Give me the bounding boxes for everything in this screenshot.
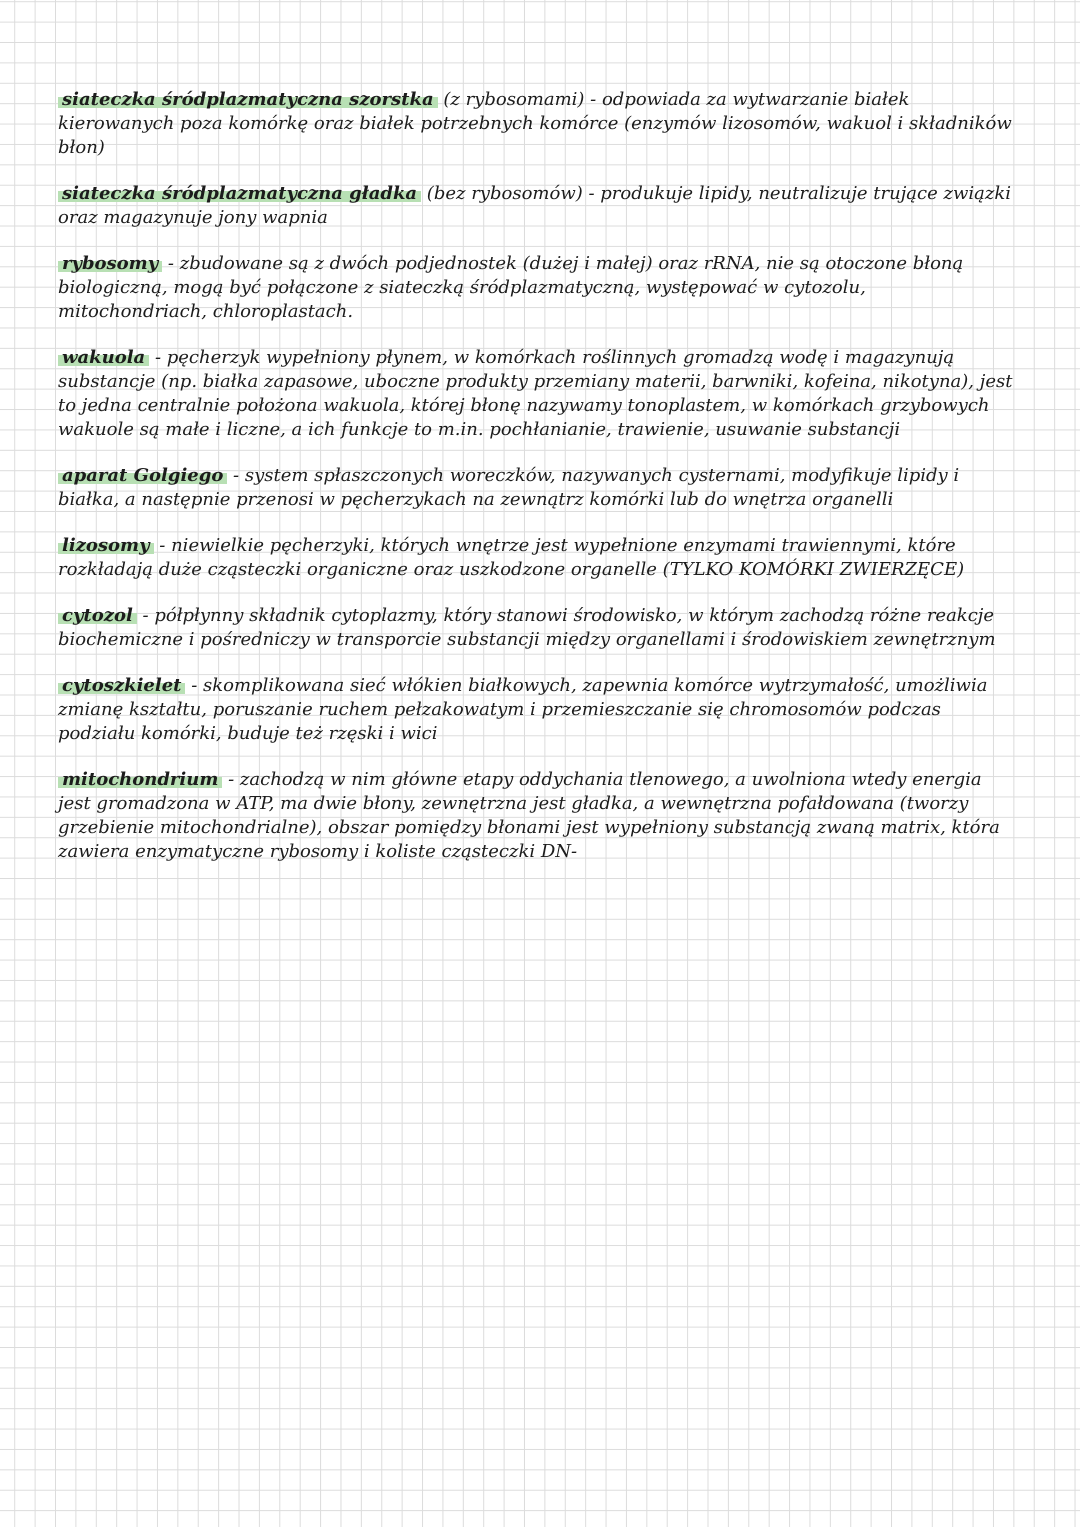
note-cytoskeleton [58,674,1018,746]
note-lysosomes [58,534,1018,582]
definition-lysosomes: - niewielkie pęcherzyki, których wnętrze jest wypełnione enzymami trawiennymi, które rozkładają duże cząsteczki organiczne oraz uszkodzone organelle (TYLKO KOMÓRKI ZWIERZĘCE) [58,535,965,580]
notes-column [58,88,1018,864]
term-golgi: aparat Golgiego [58,465,227,486]
term-vacuole: wakuola [58,347,149,368]
note-mitochondrium [58,768,1018,864]
term-cytoskeleton: cytoszkielet [58,675,185,696]
definition-smooth-er: (bez rybosomów) - produkuje lipidy, neutralizuje trujące związki oraz magazynuje jony wapnia [58,183,1012,228]
term-cytosol: cytozol [58,605,137,626]
term-rough-er: siateczka śródplazmatyczna szorstka [58,89,438,110]
term-smooth-er: siateczka śródplazmatyczna gładka [58,183,421,204]
note-cytosol [58,604,1018,652]
term-mitochondrium: mitochondrium [58,769,222,790]
definition-golgi: - system spłaszczonych woreczków, nazywanych cysternami, modyfikuje lipidy i białka, a następnie przenosi w pęcherzykach na zewnątrz komórki lub do wnętrza organelli [58,465,960,510]
term-lysosomes: lizosomy [58,535,154,556]
note-golgi [58,464,1018,512]
definition-ribosomes: - zbudowane są z dwóch podjednostek (dużej i małej) oraz rRNA, nie są otoczone błoną biologiczną, mogą być połączone z siateczką śródplazmatyczną, występować w cytozolu, mitochondriach, chloroplastach. [58,253,964,322]
note-smooth-er [58,182,1018,230]
note-rough-er [58,88,1018,160]
definition-cytoskeleton: - skomplikowana sieć włókien białkowych, zapewnia komórce wytrzymałość, umożliwia zmianę kształtu, poruszanie ruchem pełzakowatym i przemieszczanie się chromosomów podczas podziału komórki, buduje też rzęski i wici [58,675,988,744]
definition-cytosol: - półpłynny składnik cytoplazmy, który stanowi środowisko, w którym zachodzą różne reakcje biochemiczne i pośredniczy w transporcie substancji między organellami i środowiskiem zewnętrznym [58,605,996,650]
definition-vacuole: - pęcherzyk wypełniony płynem, w komórkach roślinnych gromadzą wodę i magazynują substancje (np. białka zapasowe, uboczne produkty przemiany materii, barwniki, kofeina, nikotyna), jest to jedna centralnie położona wakuola, której błonę nazywamy tonoplastem, w komórkach grzybowych wakuole są małe i liczne, a ich funkcje to m.in. pochłanianie, trawienie, usuwanie substancji [58,347,1013,440]
definition-mitochondrium: - zachodzą w nim główne etapy oddychania tlenowego, a uwolniona wtedy energia jest gromadzona w ATP, ma dwie błony, zewnętrzna jest gładka, a wewnętrzna pofałdowana (tworzy grzebienie mitochondrialne), obszar pomiędzy błonami jest wypełniony substancją zwaną matrix, która zawiera enzymatyczne rybosomy i koliste cząsteczki DN- [58,769,1000,862]
note-vacuole [58,346,1018,442]
definition-rough-er: (z rybosomami) - odpowiada za wytwarzanie białek kierowanych poza komórkę oraz białek potrzebnych komórce (enzymów lizosomów, wakuol i składników błon) [58,89,1012,158]
term-ribosomes: rybosomy [58,253,162,274]
note-ribosomes [58,252,1018,324]
